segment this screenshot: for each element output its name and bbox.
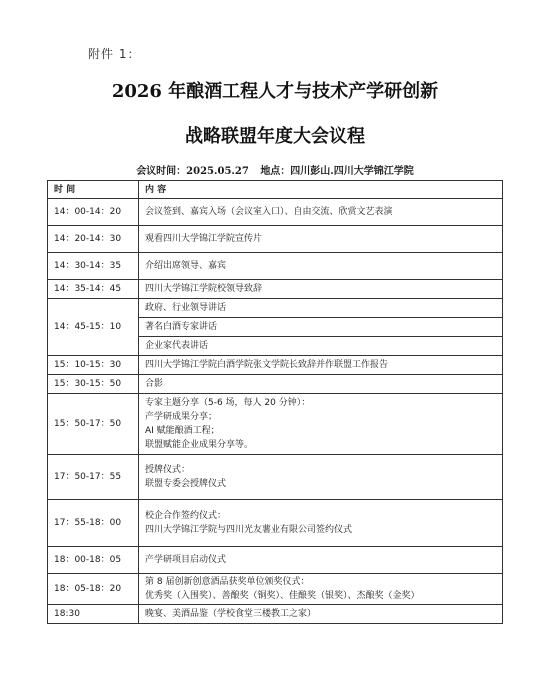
table-row bbox=[48, 226, 503, 253]
row-content bbox=[139, 356, 503, 375]
row-content bbox=[139, 280, 503, 299]
title-line-1: 2026 年酿酒工程人才与技术产学研创新 bbox=[111, 81, 439, 102]
content-line: 四川大学锦江学院校领导致辞 bbox=[145, 284, 263, 294]
content-line: 观看四川大学锦江学院宣传片 bbox=[145, 234, 263, 244]
row-content bbox=[139, 199, 503, 226]
content-line: 产学研成果分享； bbox=[145, 412, 218, 422]
row-time: 14：20-14：30 bbox=[48, 226, 139, 253]
attachment-label: 附件 1： bbox=[88, 47, 141, 61]
agenda-table bbox=[47, 180, 503, 624]
table-row bbox=[48, 547, 503, 574]
content-line: 合影 bbox=[145, 379, 164, 389]
table-row bbox=[48, 574, 503, 605]
content-line: 四川大学锦江学院白酒学院张文学院长致辞并作联盟工作报告 bbox=[145, 360, 389, 370]
meeting-info bbox=[0, 162, 550, 177]
content-line: 专家主题分享（5-6 场，每人 20 分钟）： bbox=[145, 398, 311, 408]
row-time: 17：55-18：00 bbox=[48, 500, 139, 547]
row-content bbox=[139, 394, 503, 455]
content-line: 联盟赋能企业成果分享等。 bbox=[145, 440, 254, 450]
table-row bbox=[48, 253, 503, 280]
row-content bbox=[139, 574, 503, 605]
content-line: 会议签到、嘉宾入场（会议室入口）、自由交流、欣赏文艺表演 bbox=[145, 207, 393, 217]
table-row bbox=[48, 375, 503, 394]
row-time: 18：00-18：05 bbox=[48, 547, 139, 574]
row-content bbox=[139, 375, 503, 394]
meeting-time: 会议时间：2025.05.27 bbox=[136, 166, 249, 177]
table-row bbox=[48, 394, 503, 455]
table-row bbox=[48, 280, 503, 299]
content-line: 介绍出席领导、嘉宾 bbox=[145, 261, 227, 271]
row-time: 14：00-14：20 bbox=[48, 199, 139, 226]
content-line: 产学研项目启动仪式 bbox=[145, 555, 227, 565]
content-line: 校企合作签约仪式： bbox=[145, 511, 227, 521]
table-row bbox=[48, 199, 503, 226]
header-time: 时 间 bbox=[48, 181, 139, 199]
row-time: 14：30-14：35 bbox=[48, 253, 139, 280]
meeting-location: 地点：四川彭山.四川大学锦江学院 bbox=[260, 166, 414, 177]
row-time: 17：50-17：55 bbox=[48, 455, 139, 500]
content-line: AI 赋能酿酒工程； bbox=[145, 426, 220, 436]
content-line: 晚宴、美酒品鉴（学校食堂三楼教工之家） bbox=[145, 609, 317, 619]
row-time: 15：50-17：50 bbox=[48, 394, 139, 455]
agenda-body bbox=[48, 199, 503, 624]
row-content bbox=[139, 253, 503, 280]
header-content: 内 容 bbox=[139, 181, 503, 199]
row-content: 企业家代表讲话 bbox=[139, 337, 503, 356]
row-time: 14：45-15：10 bbox=[48, 299, 139, 356]
table-header-row bbox=[48, 181, 503, 199]
row-time: 18：05-18：20 bbox=[48, 574, 139, 605]
title-line-2: 战略联盟年度大会议程 bbox=[185, 126, 365, 147]
row-time: 15：30-15：50 bbox=[48, 375, 139, 394]
row-content bbox=[139, 226, 503, 253]
content-line: 第 8 届创新创意酒品获奖单位颁奖仪式： bbox=[145, 577, 310, 587]
content-line: 联盟专委会授牌仪式 bbox=[145, 479, 227, 489]
row-time: 15：10-15：30 bbox=[48, 356, 139, 375]
table-row bbox=[48, 299, 503, 318]
row-time: 14：35-14：45 bbox=[48, 280, 139, 299]
table-row bbox=[48, 455, 503, 500]
row-content bbox=[139, 547, 503, 574]
row-time: 18:30 bbox=[48, 605, 139, 624]
content-line: 授牌仪式： bbox=[145, 465, 191, 475]
row-content bbox=[139, 455, 503, 500]
content-line: 四川大学锦江学院与四川光友薯业有限公司签约仪式 bbox=[145, 525, 353, 535]
content-line: 优秀奖（入围奖）、善酿奖（铜奖）、佳酿奖（银奖）、杰酿奖（金奖） bbox=[145, 591, 420, 601]
table-row bbox=[48, 356, 503, 375]
row-content bbox=[139, 500, 503, 547]
row-content: 著名白酒专家讲话 bbox=[139, 318, 503, 337]
row-content bbox=[139, 605, 503, 624]
row-content: 政府、行业领导讲话 bbox=[139, 299, 503, 318]
table-row bbox=[48, 500, 503, 547]
table-row bbox=[48, 605, 503, 624]
